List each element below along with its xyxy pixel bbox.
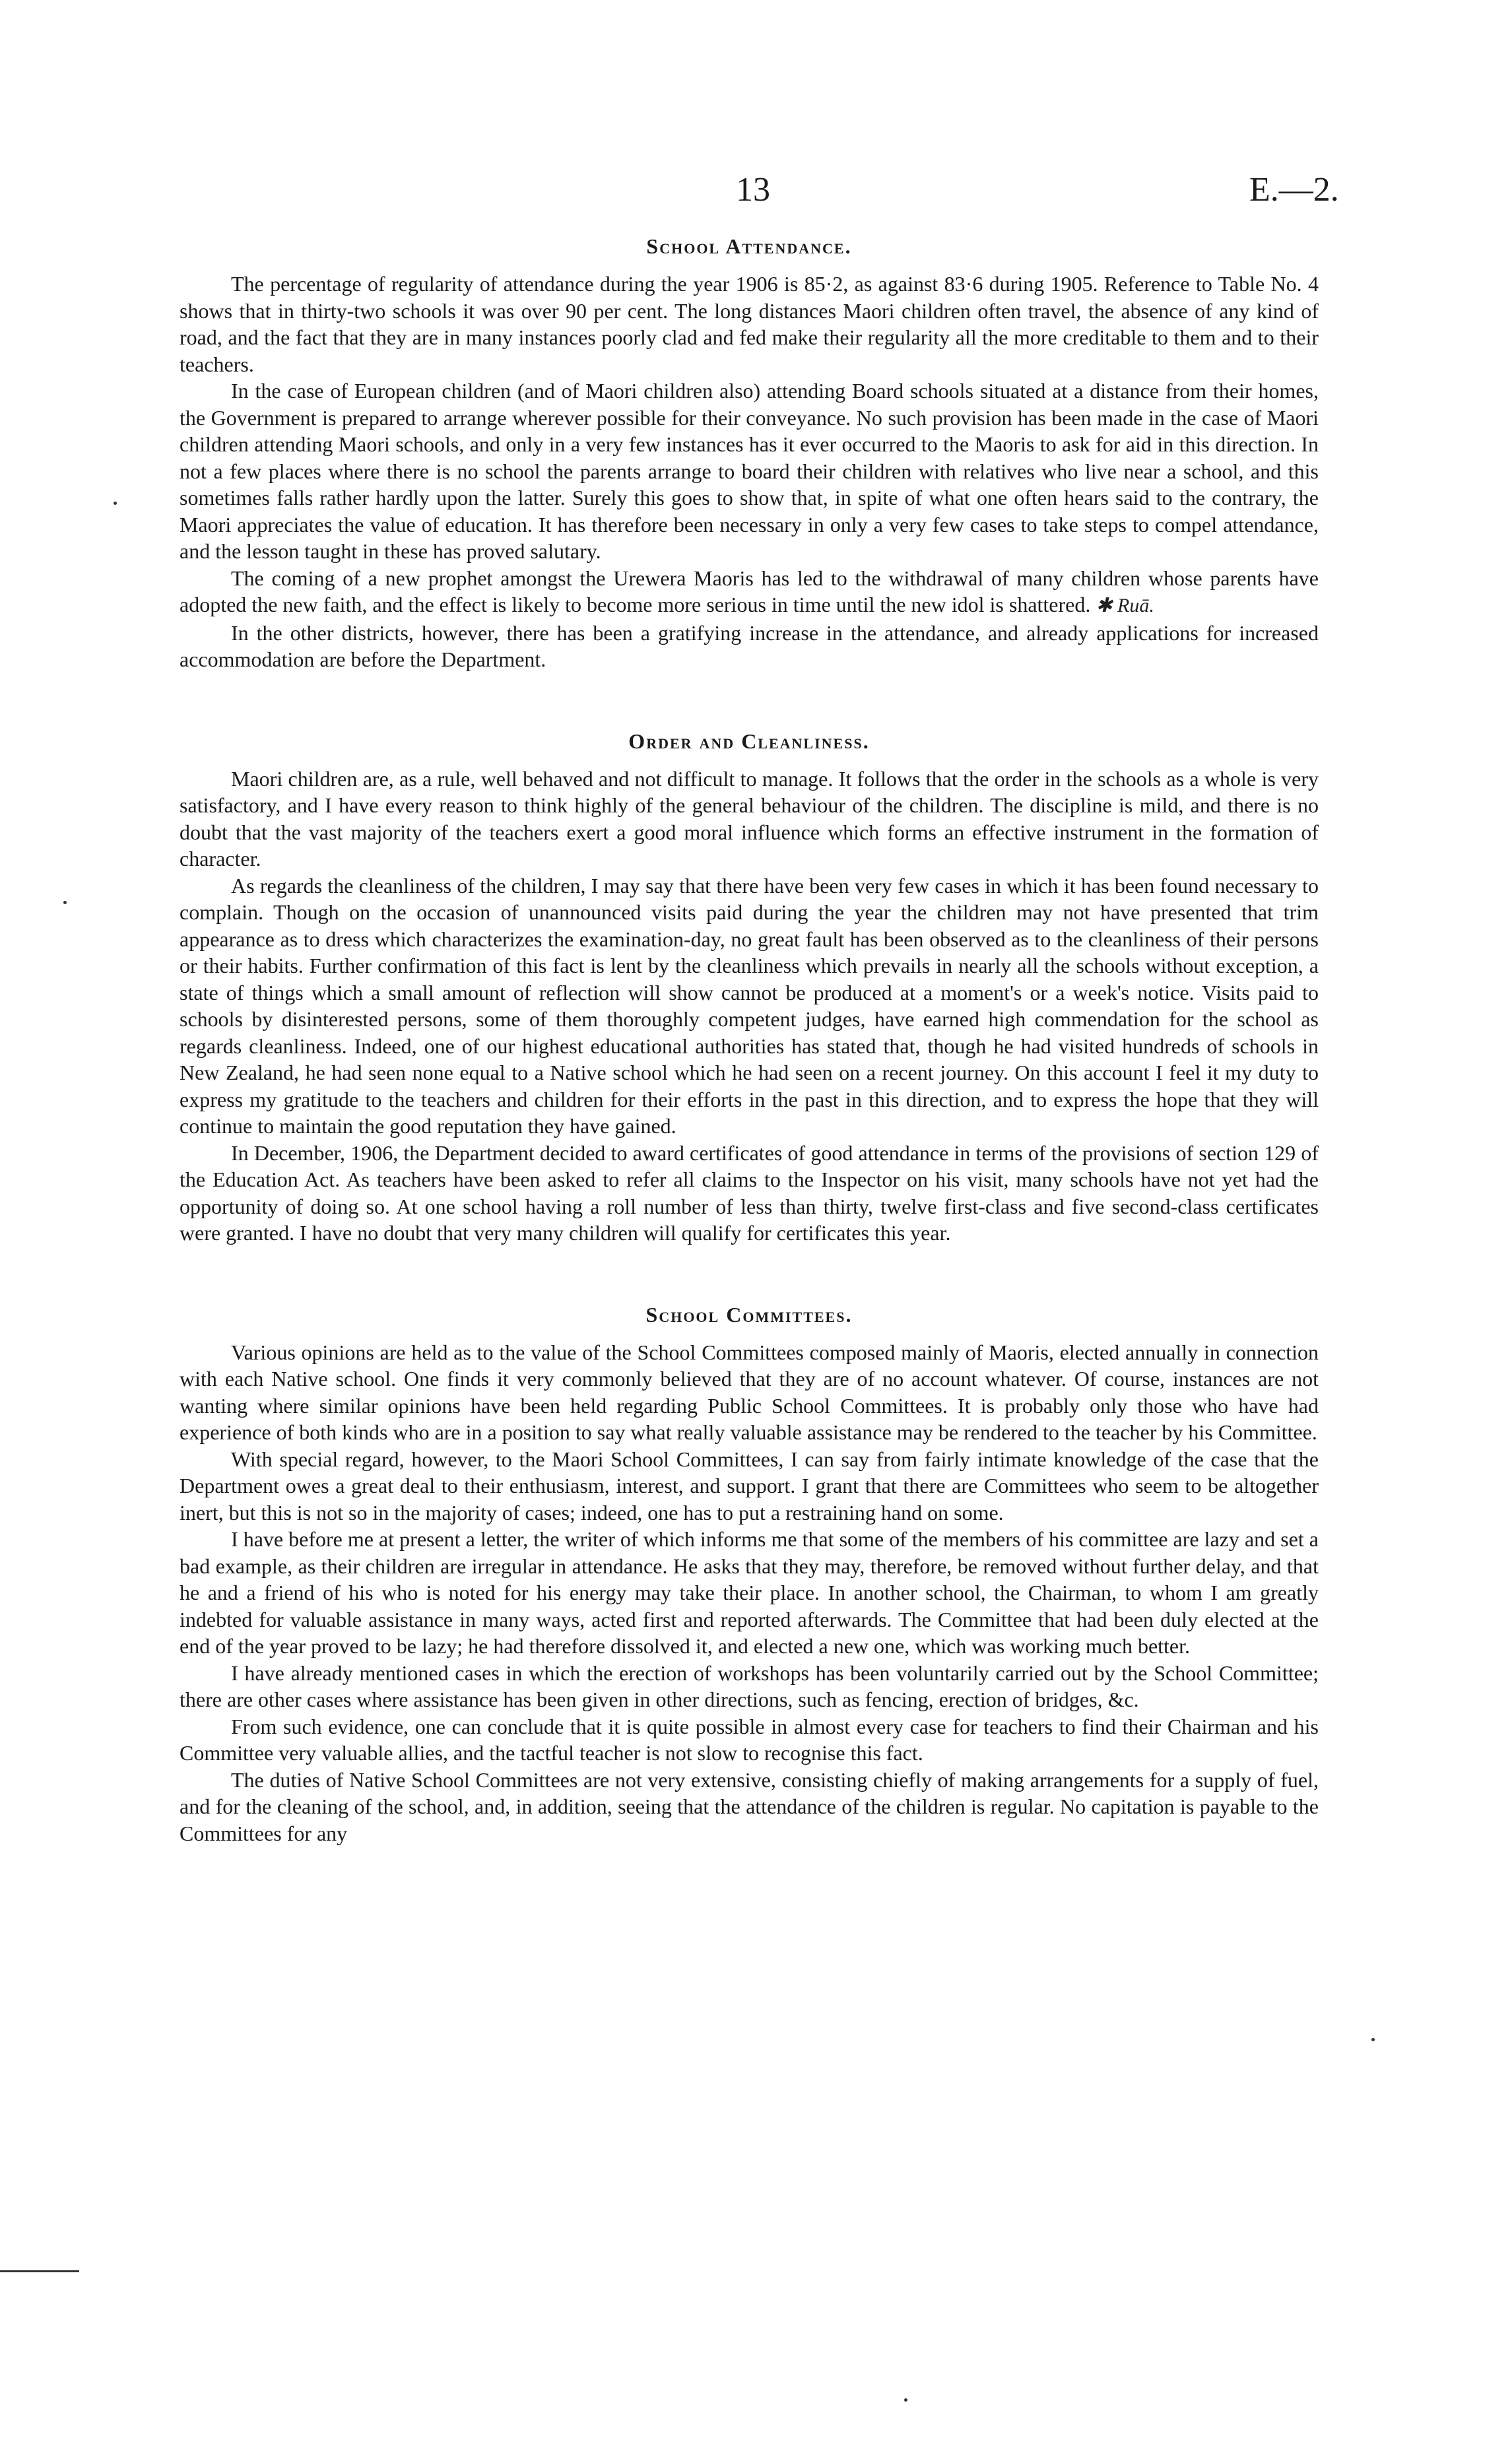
scan-speck	[1371, 2038, 1375, 2041]
paragraph: As regards the cleanliness of the children, I may say that there have been very few cases in which it has been found necessary to complain. Though on the occasion of unannounced visits paid during the year the children may not have presented that trim appearance as to dress which characterizes the examination-day, no great fault has been observed as to the cleanliness of their persons or their habits. Further confirmation of this fact is lent by the cleanliness which prevails in nearly all the schools without exception, a state of things which a small amount of reflection will show cannot be produced at a moment's or a week's notice. Visits paid to schools by disinterested persons, some of them thoroughly competent judges, have earned high commendation for the school as regards cleanliness. Indeed, one of our highest educational authorities has stated that, though he had visited hundreds of schools in New Zealand, he had seen none equal to a Native school which he had seen on a recent journey. On this account I feel it my duty to express my gratitude to the teachers and children for their efforts in the past in this direction, and to express the hope that they will continue to maintain the good reputation they have gained.	[180, 873, 1319, 1138]
scan-speck	[904, 2398, 907, 2402]
paragraph: In December, 1906, the Department decided to award certificates of good attendance in terms of the provisions of section 129 of the Education Act. As teachers have been asked to refer all claims to the Inspector on his visit, many schools have not yet had the opportunity of doing so. At one school having a roll number of less than thirty, twelve first-class and five second-class certificates were granted. I have no doubt that very many children will qualify for certificates this year.	[180, 1140, 1319, 1245]
scan-speck	[114, 502, 117, 505]
paragraph: Various opinions are held as to the value of the School Committees composed mainly of Maoris, elected annually in connection with each Native school. One finds it very commonly believed that they are of no account whatever. Of course, instances are not wanting where similar opinions have been held regarding Public School Committees. It is probably only those who have had experience of both kinds who are in a position to say what really valuable assistance may be rendered to the teacher by his Committee.	[180, 1340, 1319, 1444]
paragraph: From such evidence, one can conclude that it is quite possible in almost every case for teachers to find their Chairman and his Committee very valuable allies, and the tactful teacher is not slow to recognise this fact.	[180, 1714, 1319, 1765]
paragraph: In the other districts, however, there has been a gratifying increase in the attendance, and already applications for increased accommodation are before the Department.	[180, 620, 1319, 671]
page-number: 13	[736, 171, 770, 209]
paragraph	[180, 565, 1319, 620]
section-heading-school-committees: School Committees.	[645, 1302, 853, 1327]
paragraph: In the case of European children (and of Maori children also) attending Board schools situated at a distance from their homes, the Government is prepared to arrange wherever possible for their conveyance. No such provision has been made in the case of Maori children attending Maori schools, and only in a very few instances has it ever occurred to the Maoris to ask for aid in this direction. In not a few places where there is no school the parents arrange to board their children with relatives who live near a school, and this sometimes falls rather hardly upon the latter. Surely this goes to show that, in spite of what one often hears said to the contrary, the Maori appreciates the value of education. It has therefore been necessary in only a very few cases to take steps to compel attendance, and the lesson taught in these has proved salutary.	[180, 379, 1319, 563]
paragraph: With special regard, however, to the Maori School Committees, I can say from fairly intimate knowledge of the case that the Department owes a great deal to their enthusiasm, interest, and support. I grant that there are Committees who seem to be altogether inert, but this is not so in the majority of cases; indeed, one has to put a restraining hand on some.	[180, 1447, 1319, 1525]
handwritten-note: ✱ Ruā.	[1096, 595, 1154, 616]
section-heading-order-and-cleanliness: Order and Cleanliness.	[628, 729, 870, 753]
paragraph: I have before me at present a letter, the writer of which informs me that some of the members of his committee are lazy and set a bad example, as their children are irregular in attendance. He asks that they may, therefore, be removed without further delay, and that he and a friend of his who is noted for his energy may take their place. In another school, the Chairman, to whom I am greatly indebted for valuable assistance in many ways, acted first and reported afterwards. The Committee that had been duly elected at the end of the year proved to be lazy; he had therefore dissolved it, and elected a new one, which was working much better.	[180, 1527, 1319, 1658]
document-reference: E.—2.	[1249, 171, 1339, 209]
paragraph: Maori children are, as a rule, well behaved and not difficult to manage. It follows that the order in the schools as a whole is very satisfactory, and I have every reason to think highly of the general behaviour of the children. The discipline is mild, and there is no doubt that the vast majority of the teachers exert a good moral influence which forms an effective instrument in the formation of character.	[180, 766, 1319, 870]
page-body	[180, 232, 1319, 1847]
paragraph: The duties of Native School Committees are not very extensive, consisting chiefly of making arrangements for a supply of fuel, and for the cleaning of the school, and, in addition, seeing that the attendance of the children is regular. No capitation is payable to the Committees for any	[180, 1767, 1319, 1845]
scan-speck	[63, 901, 67, 904]
paragraph: The percentage of regularity of attendance during the year 1906 is 85·2, as against 83·6 during 1905. Reference to Table No. 4 shows that in thirty-two schools it was over 90 per cent. The long distances Maori children often travel, the absence of any kind of road, and the fact that they are in many instances poorly clad and fed make their regularity all the more creditable to them and to their teachers.	[180, 272, 1319, 376]
paragraph-text: The coming of a new prophet amongst the Urewera Maoris has led to the withdrawal of many children whose parents have adopted the new faith, and the effect is likely to become more serious in time until the new idol is shattered.	[180, 566, 1319, 616]
paragraph: I have already mentioned cases in which the erection of workshops has been voluntarily carried out by the School Committee; there are other cases where assistance has been given in other directions, such as fencing, erection of bridges, &c.	[180, 1660, 1319, 1711]
section-heading-school-attendance: School Attendance.	[646, 234, 852, 258]
scan-margin-line	[0, 2270, 79, 2272]
